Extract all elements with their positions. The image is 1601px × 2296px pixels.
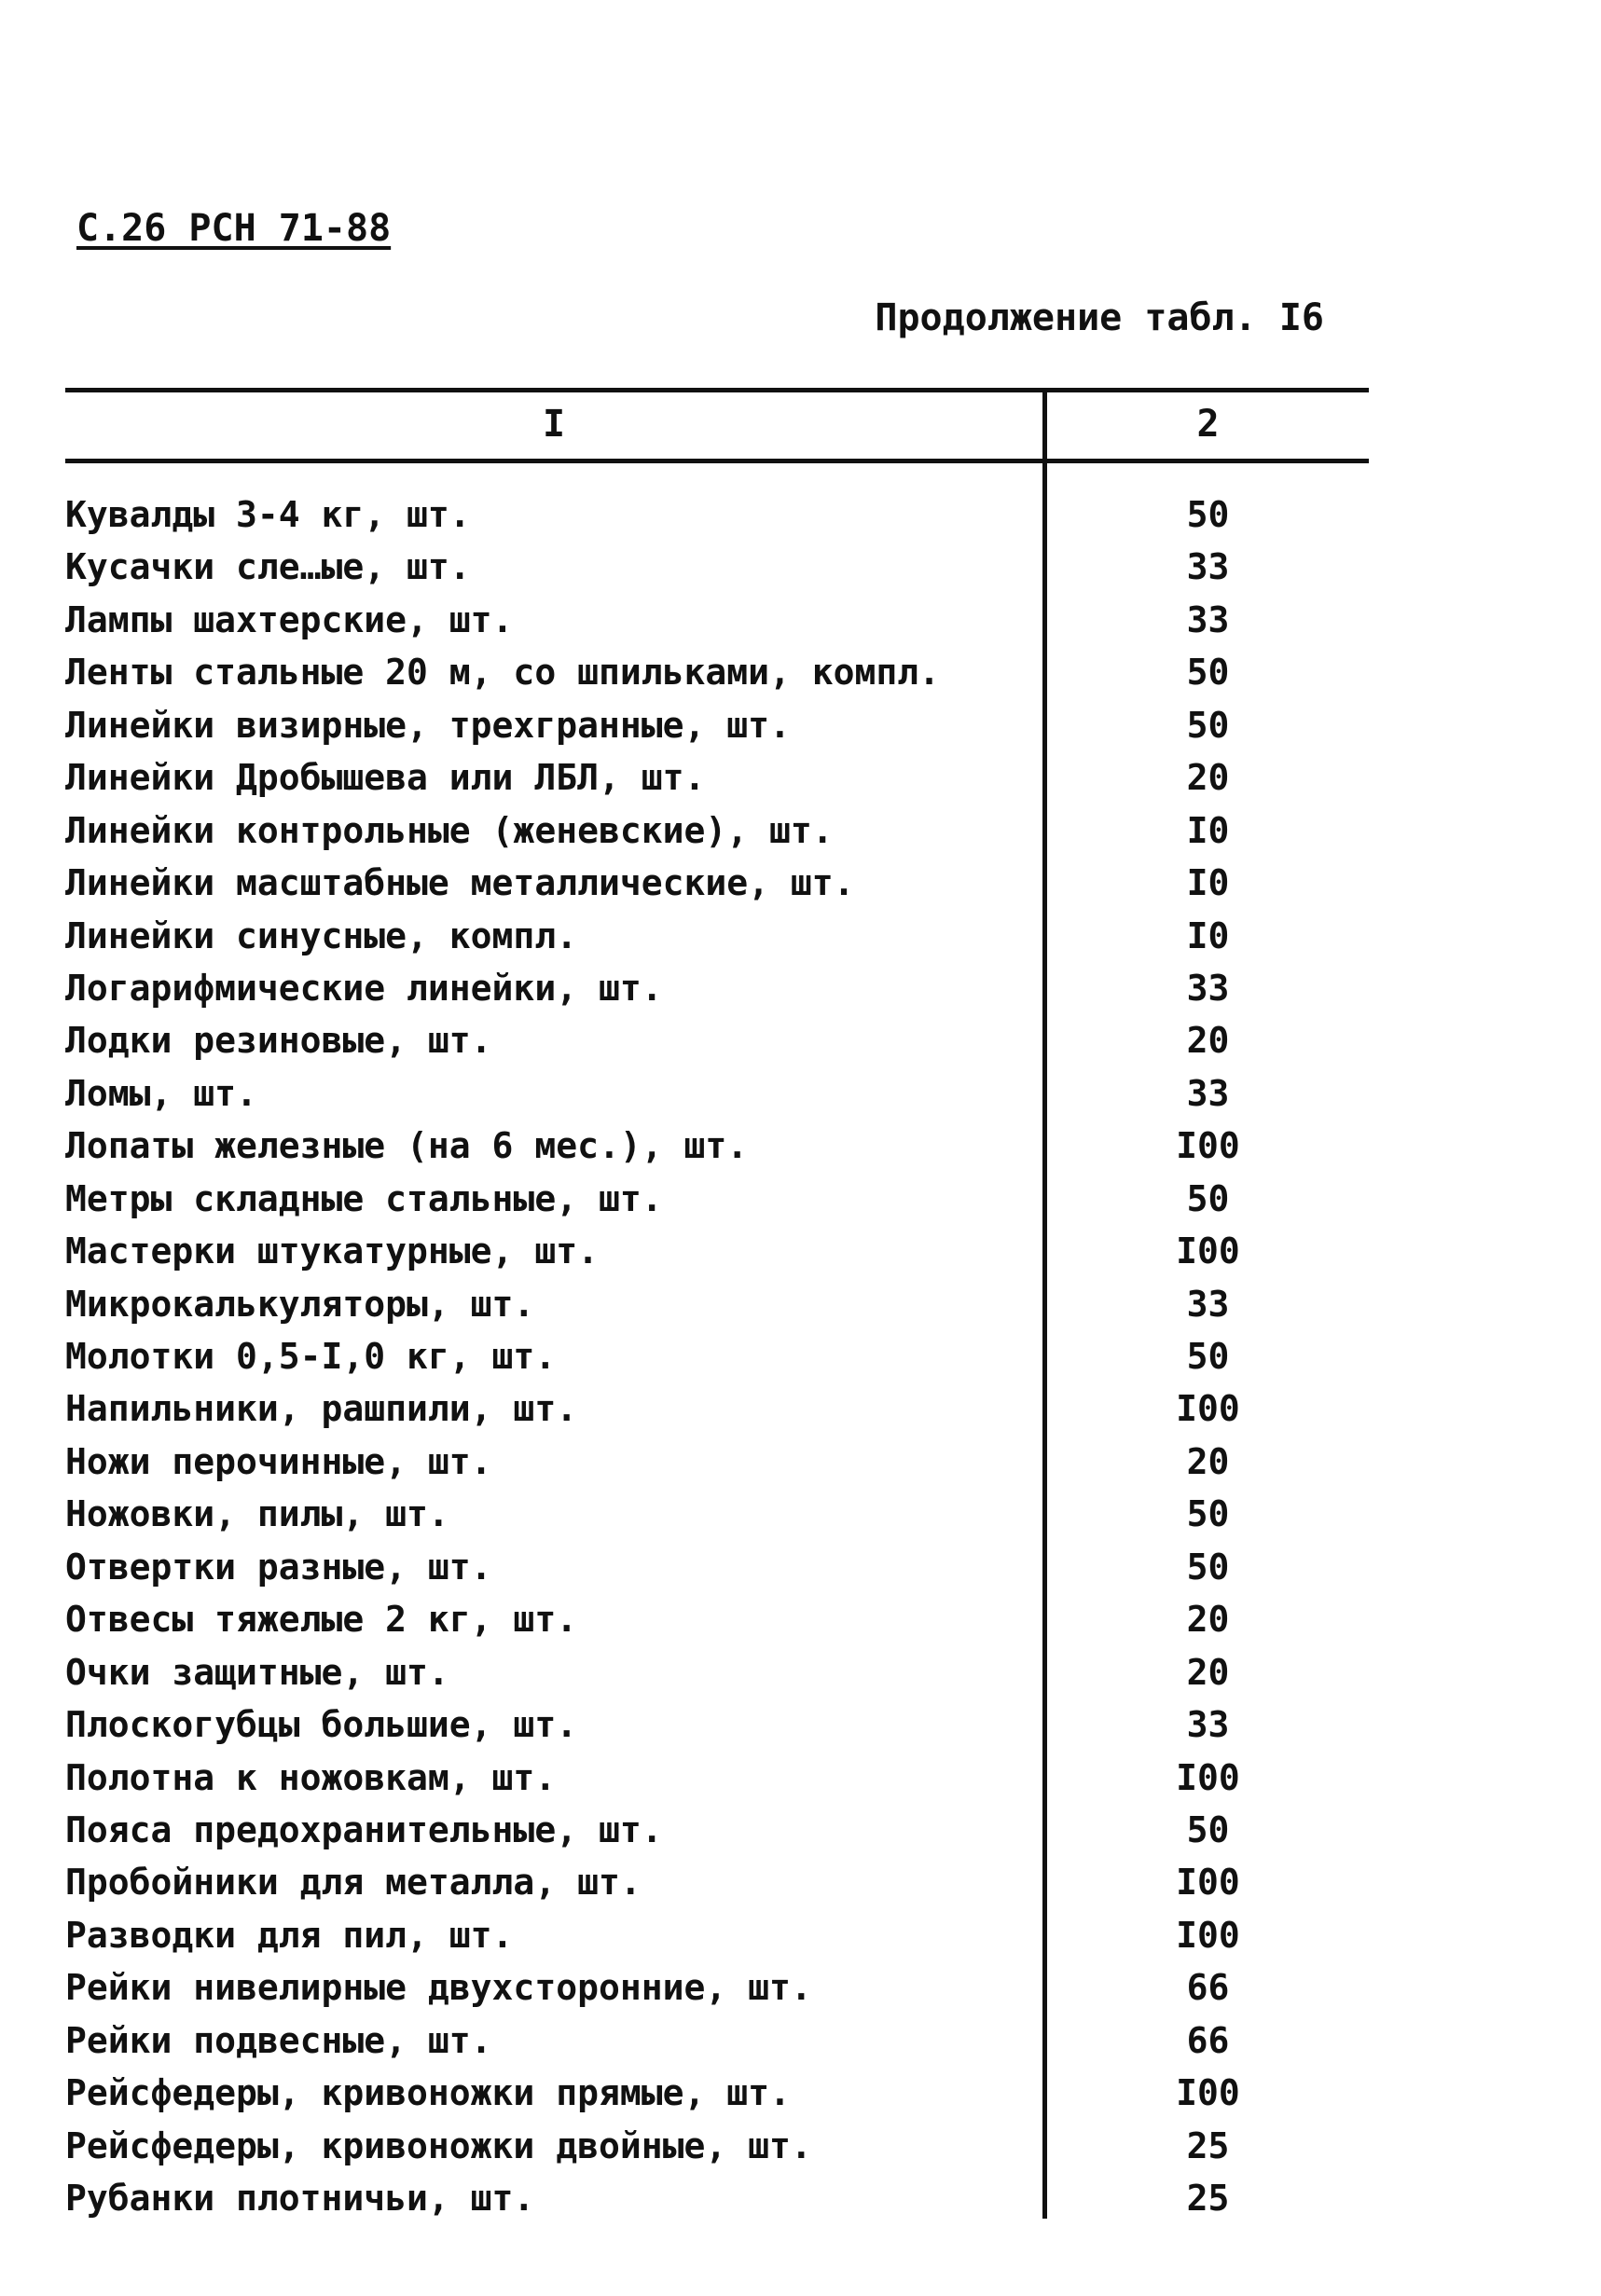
table-row [65, 1173, 1369, 1225]
item-value: 20 [1186, 757, 1230, 799]
item-name: Ножовки, пилы, шт. [65, 1493, 449, 1535]
item-name: Метры складные стальные, шт. [65, 1177, 663, 1219]
item-name: Полотна к ножовкам, шт. [65, 1756, 557, 1798]
table-row [65, 857, 1369, 909]
item-value: 33 [1186, 1283, 1230, 1325]
column-header-2: 2 [1196, 403, 1220, 446]
item-name: Ленты стальные 20 м, со шпильками, компл. [65, 652, 940, 694]
table-row [65, 1909, 1369, 1961]
column-header-1: I [542, 403, 566, 446]
item-name: Рейсфедеры, кривоножки двойные, шт. [65, 2124, 812, 2166]
item-name: Разводки для пил, шт. [65, 1914, 514, 1956]
item-value: I00 [1176, 1230, 1240, 1272]
item-name: Лампы шахтерские, шт. [65, 598, 514, 640]
table-row [65, 1646, 1369, 1698]
table-row [65, 488, 1369, 541]
table-row [65, 1382, 1369, 1435]
item-value: I00 [1176, 2072, 1240, 2114]
item-value: 33 [1186, 967, 1230, 1009]
table-row [65, 1330, 1369, 1382]
table-row [65, 646, 1369, 698]
item-value: 20 [1186, 1599, 1230, 1641]
item-value: 50 [1186, 1808, 1230, 1850]
table-row [65, 1014, 1369, 1066]
item-name: Пояса предохранительные, шт. [65, 1808, 663, 1850]
table-row [65, 910, 1369, 962]
table-row [65, 1752, 1369, 1804]
item-value: 50 [1186, 1177, 1230, 1219]
table-row [65, 1593, 1369, 1645]
item-name: Ножи перочинные, шт. [65, 1440, 492, 1482]
item-name: Лопаты железные (на 6 мес.), шт. [65, 1125, 749, 1167]
item-value: 50 [1186, 1493, 1230, 1535]
item-value: I0 [1186, 914, 1230, 956]
header-separator-rule [65, 459, 1369, 463]
table-row [65, 2120, 1369, 2172]
table-row [65, 1961, 1369, 2014]
item-name: Мастерки штукатурные, шт. [65, 1230, 599, 1272]
item-name: Рейки нивелирные двухсторонние, шт. [65, 1967, 812, 2009]
item-name: Кувалды 3-4 кг, шт. [65, 494, 471, 535]
table-row [65, 1278, 1369, 1330]
item-value: 50 [1186, 1336, 1230, 1377]
table-row [65, 1698, 1369, 1751]
item-name: Микрокалькуляторы, шт. [65, 1283, 535, 1325]
item-value: 25 [1186, 2124, 1230, 2166]
item-name: Линейки визирные, трехгранные, шт. [65, 704, 791, 746]
item-name: Рейки подвесные, шт. [65, 2019, 492, 2061]
table-top-rule [65, 388, 1369, 392]
item-name: Линейки контрольные (женевские), шт. [65, 809, 834, 851]
table-row [65, 1120, 1369, 1172]
item-name: Плоскогубцы большие, шт. [65, 1704, 578, 1746]
table-row [65, 2172, 1369, 2224]
item-value: 33 [1186, 598, 1230, 640]
item-value: I0 [1186, 862, 1230, 904]
table-row [65, 1541, 1369, 1593]
item-name: Рубанки плотничьи, шт. [65, 2178, 535, 2219]
item-name: Линейки синусные, компл. [65, 914, 578, 956]
item-value: 33 [1186, 1072, 1230, 1114]
item-value: I00 [1176, 1914, 1240, 1956]
table-row [65, 594, 1369, 646]
item-name: Рейсфедеры, кривоножки прямые, шт. [65, 2072, 791, 2114]
item-value: 20 [1186, 1440, 1230, 1482]
table-row [65, 1804, 1369, 1856]
item-value: 50 [1186, 494, 1230, 535]
table-row [65, 541, 1369, 593]
item-value: 50 [1186, 1546, 1230, 1588]
item-name: Очки защитные, шт. [65, 1651, 449, 1693]
item-value: 25 [1186, 2178, 1230, 2219]
item-value: 33 [1186, 546, 1230, 588]
table-row [65, 962, 1369, 1014]
table-row [65, 1436, 1369, 1488]
item-value: 66 [1186, 2019, 1230, 2061]
item-name: Кусачки сле…ые, шт. [65, 546, 471, 588]
table-row [65, 751, 1369, 804]
item-name: Напильники, рашпили, шт. [65, 1388, 578, 1430]
item-name: Отвесы тяжелые 2 кг, шт. [65, 1599, 578, 1641]
table-row [65, 1067, 1369, 1120]
item-name: Логарифмические линейки, шт. [65, 967, 663, 1009]
item-value: 66 [1186, 1967, 1230, 2009]
table-row [65, 1856, 1369, 1908]
page-reference: С.26 РСН 71-88 [76, 207, 392, 250]
table-row [65, 699, 1369, 751]
item-value: 33 [1186, 1704, 1230, 1746]
item-name: Отвертки разные, шт. [65, 1546, 492, 1588]
item-name: Ломы, шт. [65, 1072, 257, 1114]
item-name: Линейки Дробышева или ЛБЛ, шт. [65, 757, 706, 799]
item-value: 50 [1186, 652, 1230, 694]
table-row [65, 804, 1369, 857]
item-name: Лодки резиновые, шт. [65, 1020, 492, 1062]
item-value: 50 [1186, 704, 1230, 746]
item-value: I00 [1176, 1388, 1240, 1430]
table-row [65, 1488, 1369, 1540]
item-value: I00 [1176, 1862, 1240, 1904]
table-caption: Продолжение табл. I6 [875, 296, 1324, 339]
item-value: I00 [1176, 1125, 1240, 1167]
item-value: I00 [1176, 1756, 1240, 1798]
item-value: 20 [1186, 1020, 1230, 1062]
table-body [65, 488, 1369, 2224]
table-row [65, 2067, 1369, 2119]
item-value: 20 [1186, 1651, 1230, 1693]
table-row [65, 2014, 1369, 2067]
item-value: I0 [1186, 809, 1230, 851]
item-name: Молотки 0,5-I,0 кг, шт. [65, 1336, 557, 1377]
item-name: Пробойники для металла, шт. [65, 1862, 642, 1904]
table-row [65, 1225, 1369, 1277]
item-name: Линейки масштабные металлические, шт. [65, 862, 855, 904]
